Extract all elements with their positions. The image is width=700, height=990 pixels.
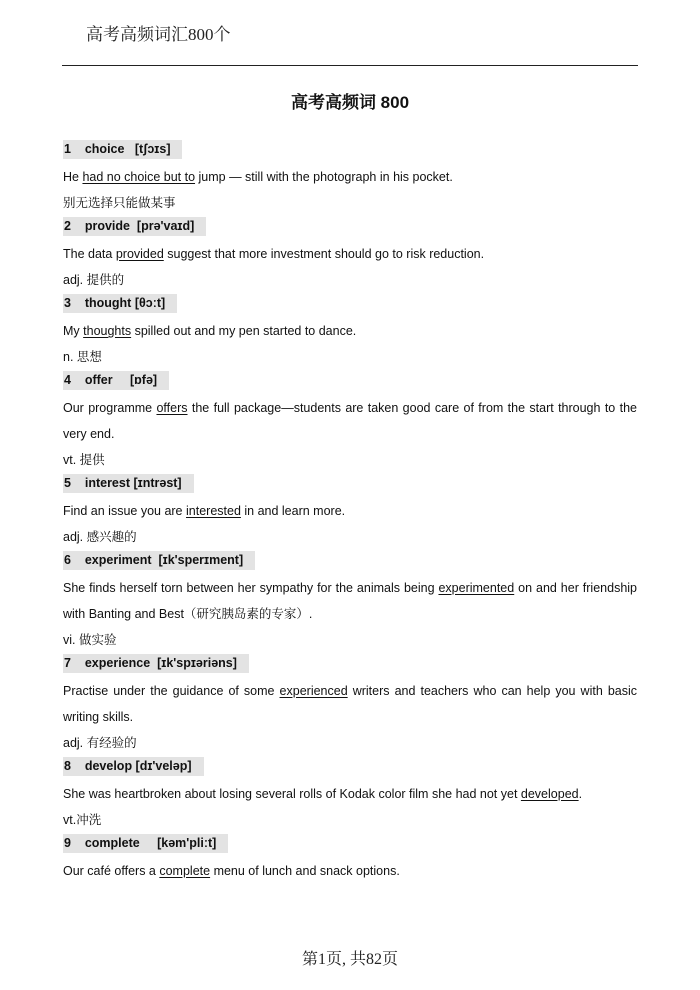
example-sentence: Our programme offers the full package—students are taken good care of from the start through to the very end. bbox=[63, 401, 637, 441]
word-meaning: vt.冲洗 bbox=[63, 813, 102, 827]
vocab-entry-5 bbox=[63, 474, 637, 550]
example-sentence: Practise under the guidance of some experienced writers and teachers who can help you with basic writing skills. bbox=[63, 684, 637, 724]
highlighted-phrase: experienced bbox=[279, 684, 348, 698]
word-heading: 4 offer [ɒfə] bbox=[63, 371, 169, 390]
word-heading: 7 experience [ɪk'spɪəriəns] bbox=[63, 654, 249, 673]
highlighted-phrase: offers bbox=[156, 401, 188, 415]
vocab-list bbox=[63, 140, 637, 884]
word-heading: 3 thought [θɔːt] bbox=[63, 294, 177, 313]
word-meaning: vi. 做实验 bbox=[63, 633, 117, 647]
example-sentence: He had no choice but to jump — still with the photograph in his pocket. bbox=[63, 170, 453, 184]
vocab-entry-8 bbox=[63, 757, 637, 833]
example-sentence: She finds herself torn between her sympathy for the animals being experimented on and her friendship with Banting and Best（研究胰岛素的专家）. bbox=[63, 581, 637, 621]
highlighted-phrase: interested bbox=[186, 504, 241, 518]
vocab-entry-4 bbox=[63, 371, 637, 473]
example-sentence: She was heartbroken about losing several rolls of Kodak color film she had not yet developed. bbox=[63, 787, 583, 801]
vocab-entry-1 bbox=[63, 140, 637, 216]
highlighted-phrase: developed bbox=[520, 787, 579, 801]
highlighted-phrase: complete bbox=[159, 864, 211, 878]
word-heading: 9 complete [kəm'pliːt] bbox=[63, 834, 228, 853]
word-heading: 5 interest [ɪntrəst] bbox=[63, 474, 194, 493]
vocab-entry-7 bbox=[63, 654, 637, 756]
highlighted-phrase: thoughts bbox=[83, 324, 132, 338]
word-meaning: n. 思想 bbox=[63, 350, 102, 364]
example-sentence: The data provided suggest that more investment should go to risk reduction. bbox=[63, 247, 485, 261]
example-sentence: Our café offers a complete menu of lunch and snack options. bbox=[63, 864, 400, 878]
example-sentence: Find an issue you are interested in and learn more. bbox=[63, 504, 346, 518]
word-meaning: 别无选择只能做某事 bbox=[63, 196, 176, 210]
page-number-footer: 第1页, 共82页 bbox=[301, 951, 398, 968]
vocab-entry-9 bbox=[63, 834, 637, 884]
header-divider bbox=[62, 65, 638, 66]
vocab-entry-3 bbox=[63, 294, 637, 370]
highlighted-phrase: experimented bbox=[438, 581, 515, 595]
word-heading: 1 choice [tʃɔɪs] bbox=[63, 140, 182, 159]
word-meaning: adj. 提供的 bbox=[63, 273, 125, 287]
word-heading: 8 develop [dɪ'veləp] bbox=[63, 757, 204, 776]
vocab-entry-2 bbox=[63, 217, 637, 293]
word-heading: 6 experiment [ɪk'sperɪment] bbox=[63, 551, 255, 570]
document-title: 高考高频词 800 bbox=[290, 93, 410, 112]
highlighted-phrase: had no choice but to bbox=[82, 170, 196, 184]
word-meaning: adj. 感兴趣的 bbox=[63, 530, 137, 544]
example-sentence: My thoughts spilled out and my pen started to dance. bbox=[63, 324, 357, 338]
word-meaning: vt. 提供 bbox=[63, 453, 105, 467]
highlighted-phrase: provided bbox=[115, 247, 164, 261]
vocab-entry-6 bbox=[63, 551, 637, 653]
word-meaning: adj. 有经验的 bbox=[63, 736, 137, 750]
word-heading: 2 provide [prə'vaɪd] bbox=[63, 217, 206, 236]
running-header-title: 高考高频词汇800个 bbox=[86, 25, 231, 44]
